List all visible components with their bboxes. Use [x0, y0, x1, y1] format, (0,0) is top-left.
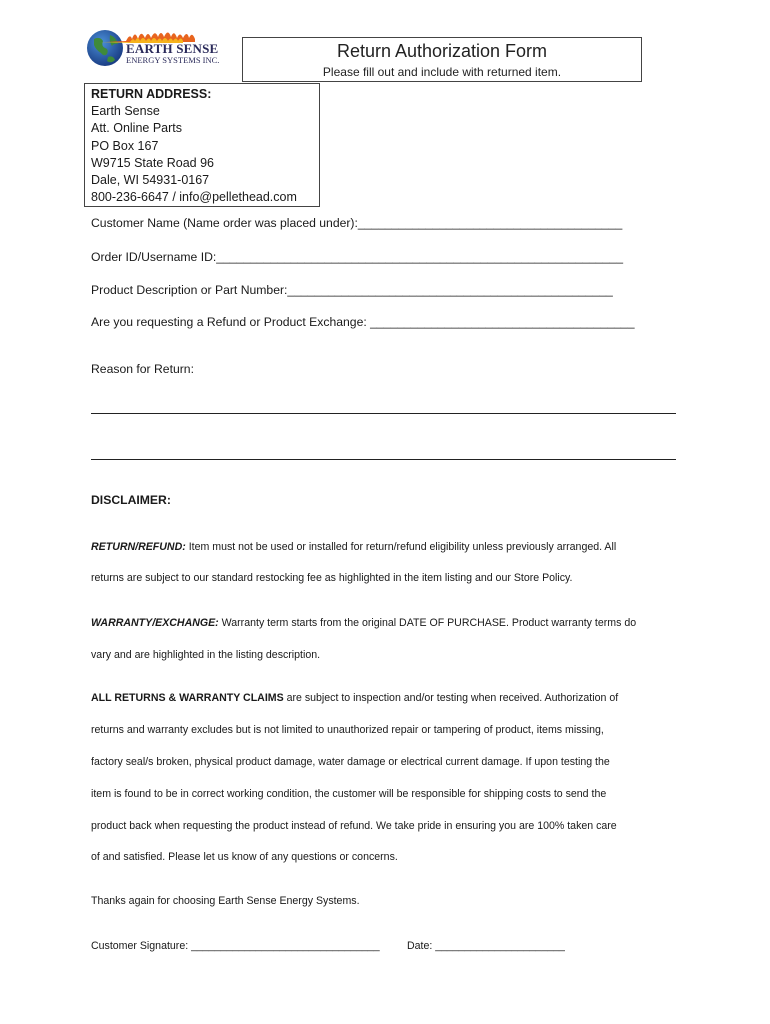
claims-label: ALL RETURNS & WARRANTY CLAIMS	[91, 692, 284, 704]
logo-name: EARTH SENSE	[126, 41, 219, 56]
refund-label: RETURN/REFUND:	[91, 541, 186, 553]
form-title: Return Authorization Form	[336, 41, 548, 61]
address-line: Dale, WI 54931-0167	[91, 173, 210, 188]
claims-text-3: factory seal/s broken, physical product damage, water damage or electrical current damage. If upon testing the	[91, 756, 610, 768]
claims-text-5: product back when requesting the product instead of refund. We take pride in ensuring you are 100% taken care	[91, 820, 617, 832]
claims-paragraph-line	[91, 692, 618, 704]
return-address-box	[84, 83, 320, 207]
claims-text-6: of and satisfied. Please let us know of any questions or concerns.	[91, 851, 398, 863]
date-field[interactable]: Date: ______________________	[407, 940, 565, 952]
refund-text: Item must not be used or installed for return/refund eligibility unless previously arranged. All	[185, 541, 617, 553]
claims-text-2: returns and warranty excludes but is not limited to unauthorized repair or tampering of product, items missing,	[91, 724, 604, 736]
form-title-box	[242, 37, 642, 82]
address-line: Att. Online Parts	[91, 121, 183, 136]
order-id-field[interactable]: Order ID/Username ID:____________________________________________________________	[91, 250, 623, 264]
warranty-text-2: vary and are highlighted in the listing description.	[91, 649, 321, 661]
address-line: W9715 State Road 96	[91, 155, 214, 170]
warranty-text: Warranty term starts from the original DATE OF PURCHASE. Product warranty terms do	[218, 617, 637, 629]
refund-paragraph-line	[91, 541, 616, 553]
warranty-paragraph-line	[91, 617, 636, 629]
return-address-heading: RETURN ADDRESS:	[91, 87, 212, 101]
reason-label: Reason for Return:	[91, 362, 194, 376]
address-line: 800-236-6647 / info@pellethead.com	[91, 190, 297, 205]
product-description-field[interactable]: Product Description or Part Number:________________________________________________	[91, 283, 613, 297]
disclaimer-heading: DISCLAIMER:	[91, 493, 171, 507]
address-line: Earth Sense	[91, 104, 160, 119]
refund-text-2: returns are subject to our standard restocking fee as highlighted in the item listing and our Store Policy.	[91, 572, 573, 584]
customer-name-field[interactable]: Customer Name (Name order was placed under):_______________________________________	[91, 216, 623, 230]
reason-line-1[interactable]	[91, 413, 676, 414]
claims-text-4: item is found to be in correct working condition, the customer will be responsible for shipping costs to send the	[91, 788, 607, 800]
thanks-text: Thanks again for choosing Earth Sense Energy Systems.	[91, 895, 360, 907]
logo-tagline: ENERGY SYSTEMS INC.	[126, 55, 220, 65]
refund-exchange-field[interactable]: Are you requesting a Refund or Product Exchange: _______________________________________	[91, 315, 635, 329]
company-logo	[86, 27, 218, 71]
customer-signature-field[interactable]: Customer Signature: ________________________________	[91, 940, 380, 952]
claims-text: are subject to inspection and/or testing when received. Authorization of	[283, 692, 619, 704]
reason-line-2[interactable]	[91, 459, 676, 460]
warranty-label: WARRANTY/EXCHANGE:	[91, 617, 219, 629]
form-subtitle: Please fill out and include with returned item.	[322, 65, 562, 79]
address-line: PO Box 167	[91, 138, 159, 153]
